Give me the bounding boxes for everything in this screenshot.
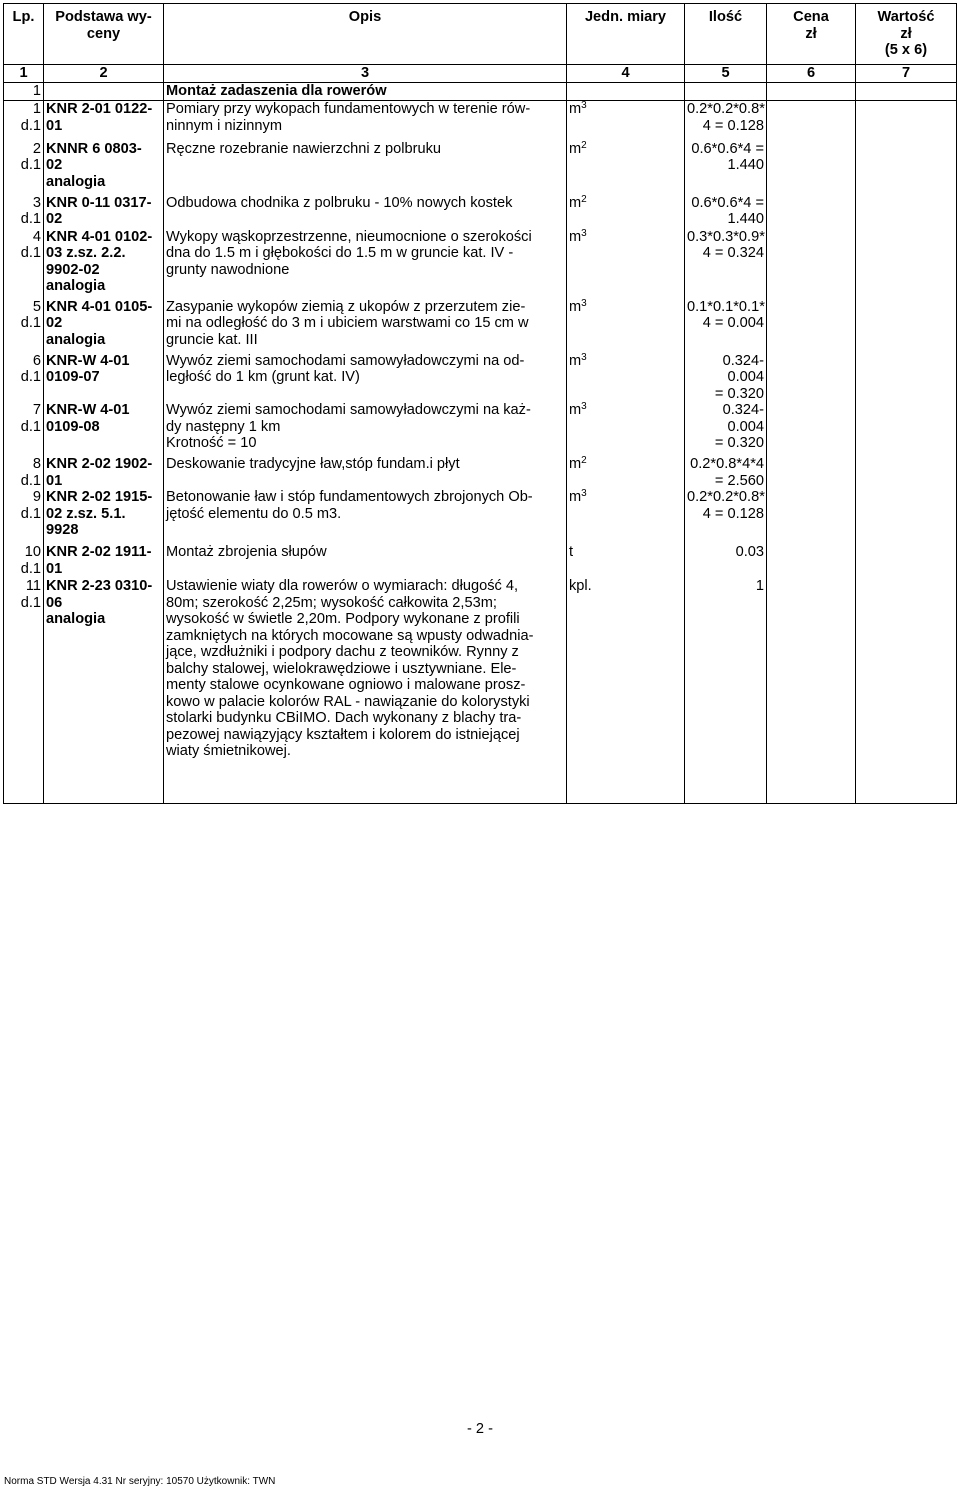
item-description: Pomiary przy wykopach fundamentowych w terenie rów- ninnym i nizinnym [164,101,567,141]
header-unit: Jedn. miary [567,4,685,65]
unit-exponent: 3 [581,401,587,412]
section-value [856,83,957,101]
item-lp: 5 d.1 [4,299,44,353]
item-base: KNR 2-23 0310- 06 analogia [44,578,164,803]
item-unit: $m^3$ [567,402,685,456]
item-value [856,195,957,229]
item-base: KNR 2-02 1915- 02 z.sz. 5.1. 9928 [44,489,164,544]
item-unit: kpl. [567,578,685,803]
item-lp: 3 d.1 [4,195,44,229]
unit-exponent: 3 [581,351,587,363]
item-quantity: 0.324-0.004 = 0.320 [685,353,767,403]
section-row [4,83,957,101]
item-quantity: 0.2*0.8*4*4 = 2.560 [685,456,767,489]
item-price [767,456,856,489]
item-price [767,489,856,544]
item-unit: t [567,544,685,578]
item-unit: $m^3$ [567,353,685,403]
item-description: Betonowanie ław i stóp fundamentowych zbrojonych Ob- jętość elementu do 0.5 m3. [164,489,567,544]
header-description: Opis [164,4,567,65]
unit-exponent: 2 [581,193,587,205]
item-row [4,229,957,299]
item-price [767,402,856,456]
item-value [856,489,957,544]
item-row [4,402,957,456]
item-lp: 1 d.1 [4,101,44,141]
item-base: KNR 0-11 0317- 02 [44,195,164,229]
item-base: KNNR 6 0803- 02 analogia [44,141,164,195]
item-description: Ręczne rozebranie nawierzchni z polbruku [164,141,567,195]
item-price [767,544,856,578]
item-base: KNR 2-02 1911- 01 [44,544,164,578]
header-price-line1: Cena [793,9,829,25]
item-description: Montaż zbrojenia słupów [164,544,567,578]
item-row [4,578,957,803]
item-description: Odbudowa chodnika z polbruku - 10% nowych kostek [164,195,567,229]
item-unit: $m^3$ [567,299,685,353]
item-price [767,141,856,195]
col-number: 2 [44,65,164,83]
item-lp: 10 d.1 [4,544,44,578]
col-number: 5 [685,65,767,83]
header-lp: Lp. [4,4,44,65]
header-quantity: Ilość [685,4,767,65]
unit-exponent: 3 [581,227,587,239]
item-row [4,456,957,489]
item-value [856,544,957,578]
item-value [856,456,957,489]
header-value-line2: zł [900,25,912,42]
column-number-row [4,65,957,83]
unit-exponent: 3 [581,297,587,309]
footer-text: Norma STD Wersja 4.31 Nr seryjny: 10570 Użytkownik: TWN [4,1476,276,1487]
item-price [767,578,856,803]
item-quantity: 0.3*0.3*0.9* 4 = 0.324 [685,229,767,299]
item-unit: $m^2$ [567,195,685,229]
item-quantity: 0.2*0.2*0.8* 4 = 0.128 [685,489,767,544]
item-description: Wywóz ziemi samochodami samowyładowczymi na każ- dy następny 1 km Krotność = 10 [164,402,567,456]
section-base [44,83,164,101]
item-value [856,353,957,403]
unit-exponent: 2 [581,139,587,151]
unit-exponent: 3 [581,100,587,111]
item-value [856,101,957,141]
header-price [767,4,856,65]
item-unit: $m^2$ [567,141,685,195]
item-description: Ustawienie wiaty dla rowerów o wymiarach: długość 4, 80m; szerokość 2,25m; wysokość całkowita 2,53m; wysokość w świetle 2,20m. Podpory wykonane z profili zamkniętych na których mocowane są wpusty odwadnia- jące, wzdłużniki i podpory dachu z teowników. Rynny z balchy stalowej, wielokrawędziowe i usztywniane. Ele- menty stalowe ocynkowane ogniowo i malowane prosz- kowo w palacie kolorów RAL - nawiązanie do kolorystyki stolarki budynku CBiIMO. Dach wykonany z blachy tra- pezowej nawiązyjący kształtem i kolorem do istniejącej wiaty śmietnikowej. [164,578,567,803]
header-value [856,4,957,65]
item-value [856,402,957,456]
section-price [767,83,856,101]
col-number: 3 [164,65,567,83]
item-row [4,141,957,195]
item-price [767,353,856,403]
item-value [856,141,957,195]
header-row [4,4,957,65]
item-row [4,489,957,544]
item-lp: 2 d.1 [4,141,44,195]
item-row [4,299,957,353]
item-description: Wykopy wąskoprzestrzenne, nieumocnione o szerokości dna do 1.5 m i głębokości do 1.5 m w gruncie kat. IV - grunty nawodnione [164,229,567,299]
item-row [4,353,957,403]
item-quantity: 0.2*0.2*0.8* 4 = 0.128 [685,101,767,141]
section-qty [685,83,767,101]
cost-estimate-table [3,3,957,804]
col-number: 7 [856,65,957,83]
item-unit: $m^3$ [567,101,685,141]
unit-exponent: 3 [581,488,587,499]
item-quantity: 0.03 [685,544,767,578]
item-value [856,299,957,353]
item-description: Deskowanie tradycyjne ław,stóp fundam.i płyt [164,456,567,489]
header-value-line3: (5 x 6) [884,42,928,58]
item-quantity: 0.324-0.004 = 0.320 [685,402,767,456]
item-quantity: 0.6*0.6*4 = 1.440 [685,195,767,229]
header-base-text: Podstawa wy-ceny [55,9,152,42]
item-lp: 7 d.1 [4,402,44,456]
item-value [856,229,957,299]
unit-exponent: 2 [581,455,587,466]
col-number: 4 [567,65,685,83]
item-price [767,229,856,299]
item-unit: $m^3$ [567,229,685,299]
item-row [4,544,957,578]
item-base: KNR 4-01 0105- 02 analogia [44,299,164,353]
item-base: KNR 2-01 0122- 01 [44,101,164,141]
section-unit [567,83,685,101]
item-lp: 11 d.1 [4,578,44,803]
item-price [767,101,856,141]
item-lp: 9 d.1 [4,489,44,544]
col-number: 1 [4,65,44,83]
item-unit: $m^2$ [567,456,685,489]
item-base: KNR-W 4-01 0109-08 [44,402,164,456]
item-quantity: 0.6*0.6*4 = 1.440 [685,141,767,195]
item-price [767,299,856,353]
item-description: Wywóz ziemi samochodami samowyładowczymi na od- ległość do 1 km (grunt kat. IV) [164,353,567,403]
item-base: KNR 2-02 1902- 01 [44,456,164,489]
item-base: KNR 4-01 0102- 03 z.sz. 2.2. 9902-02 analogia [44,229,164,299]
item-quantity: 0.1*0.1*0.1* 4 = 0.004 [685,299,767,353]
item-description: Zasypanie wykopów ziemią z ukopów z przerzutem zie- mi na odległość do 3 m i ubiciem warstwami co 15 cm w gruncie kat. III [164,299,567,353]
item-lp: 6 d.1 [4,353,44,403]
header-base [44,4,164,65]
header-value-line1: Wartość [877,9,935,25]
item-price [767,195,856,229]
item-unit: $m^3$ [567,489,685,544]
page-number: - 2 - [467,1421,493,1437]
item-row [4,195,957,229]
section-lp: 1 [4,83,44,101]
item-lp: 4 d.1 [4,229,44,299]
item-row [4,101,957,141]
item-value [856,578,957,803]
item-quantity: 1 [685,578,767,803]
item-base: KNR-W 4-01 0109-07 [44,353,164,403]
header-price-line2: zł [805,25,817,42]
section-title: Montaż zadaszenia dla rowerów [164,83,567,101]
item-lp: 8 d.1 [4,456,44,489]
col-number: 6 [767,65,856,83]
